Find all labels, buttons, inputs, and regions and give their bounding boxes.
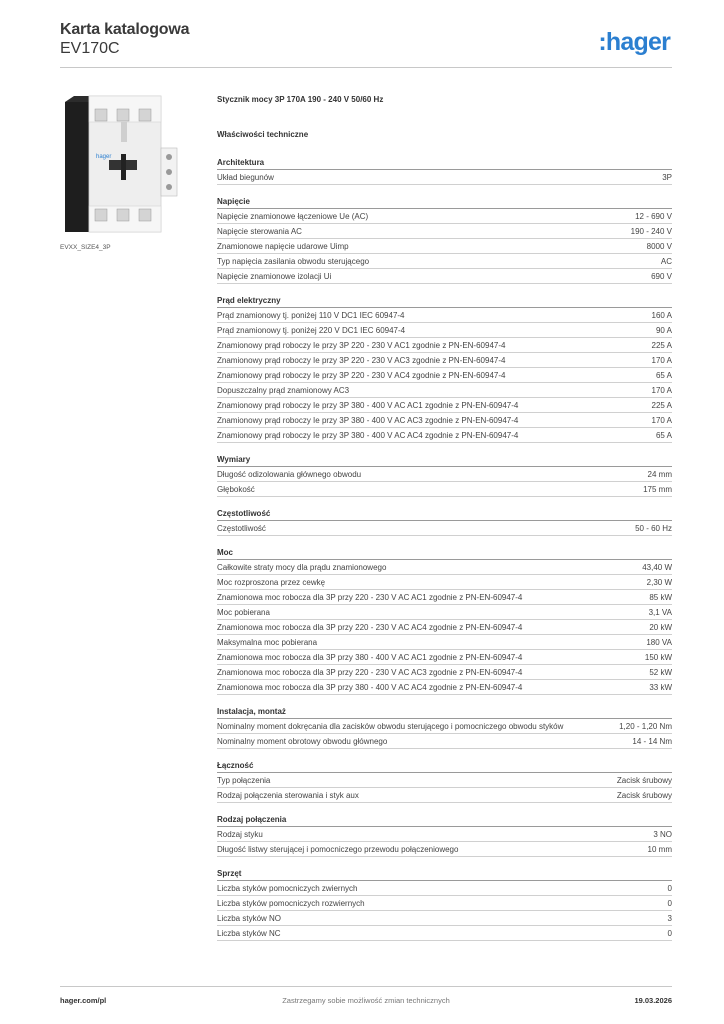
property-row [217, 680, 672, 695]
property-label: Nominalny moment dokręcania dla zacisków obwodu sterującego i pomocniczego obwodu styków [217, 721, 564, 731]
property-group [217, 507, 672, 536]
property-label: Długość listwy sterującej i pomocniczego przewodu połączeniowego [217, 844, 459, 854]
property-row [217, 926, 672, 941]
property-value: Zacisk śrubowy [616, 775, 672, 785]
property-value: 180 VA [646, 637, 672, 647]
hager-logo: :hager [598, 28, 670, 56]
property-label: Znamionowy prąd roboczy Ie przy 3P 380 - 400 V AC AC4 zgodnie z PN-EN-60947-4 [217, 430, 519, 440]
property-value: 225 A [651, 400, 672, 410]
property-label: Znamionowa moc robocza dla 3P przy 380 - 400 V AC AC4 zgodnie z PN-EN-60947-4 [217, 682, 523, 692]
property-label: Znamionowa moc robocza dla 3P przy 220 - 230 V AC AC3 zgodnie z PN-EN-60947-4 [217, 667, 523, 677]
property-value: 0 [667, 883, 672, 893]
property-value: 3P [662, 172, 672, 182]
property-group [217, 759, 672, 803]
footer-divider [60, 986, 672, 987]
property-label: Znamionowy prąd roboczy Ie przy 3P 380 - 400 V AC AC1 zgodnie z PN-EN-60947-4 [217, 400, 519, 410]
property-label: Typ napięcia zasilania obwodu sterującego [217, 256, 370, 266]
property-label: Częstotliwość [217, 523, 266, 533]
property-row [217, 467, 672, 482]
group-title: Wymiary [217, 453, 672, 467]
property-value: 0 [667, 928, 672, 938]
property-group [217, 195, 672, 284]
property-label: Długość odizolowania głównego obwodu [217, 469, 362, 479]
property-label: Prąd znamionowy tj. poniżej 110 V DC1 IEC 60947-4 [217, 310, 405, 320]
property-value: 170 A [651, 415, 672, 425]
property-row [217, 575, 672, 590]
footer-disclaimer: Zastrzegamy sobie możliwość zmian technicznych [282, 996, 450, 1005]
property-row [217, 620, 672, 635]
product-code: EV170C [60, 40, 120, 57]
technical-content [217, 95, 672, 941]
property-group [217, 546, 672, 695]
property-label: Napięcie znamionowe izolacji Ui [217, 271, 332, 281]
property-label: Znamionowe napięcie udarowe Uimp [217, 241, 349, 251]
footer-website-link[interactable]: hager.com/pl [60, 996, 107, 1005]
property-label: Całkowite straty mocy dla prądu znamionowego [217, 562, 387, 572]
property-groups [217, 156, 672, 941]
property-value: 90 A [655, 325, 672, 335]
property-label: Znamionowy prąd roboczy Ie przy 3P 380 - 400 V AC AC3 zgodnie z PN-EN-60947-4 [217, 415, 519, 425]
property-value: 1,20 - 1,20 Nm [619, 721, 672, 731]
group-title: Moc [217, 546, 672, 560]
property-value: 3 [667, 913, 672, 923]
property-row [217, 734, 672, 749]
property-value: 175 mm [643, 484, 672, 494]
property-label: Napięcie znamionowe łączeniowe Ue (AC) [217, 211, 369, 221]
property-label: Dopuszczalny prąd znamionowy AC3 [217, 385, 350, 395]
group-title: Instalacja, montaż [217, 705, 672, 719]
property-row [217, 482, 672, 497]
group-title: Architektura [217, 156, 672, 170]
property-value: AC [660, 256, 672, 266]
property-row [217, 323, 672, 338]
property-value: 150 kW [644, 652, 672, 662]
footer-date: 19.03.2026 [634, 996, 672, 1005]
group-title: Prąd elektryczny [217, 294, 672, 308]
properties-title: Właściwości techniczne [217, 130, 309, 139]
property-row [217, 842, 672, 857]
page-footer [60, 996, 672, 1008]
property-row [217, 308, 672, 323]
page-header [60, 20, 672, 66]
property-label: Nominalny moment obrotowy obwodu głównego [217, 736, 388, 746]
property-group [217, 813, 672, 857]
property-label: Moc rozproszona przez cewkę [217, 577, 326, 587]
property-value: Zacisk śrubowy [616, 790, 672, 800]
property-value: 8000 V [646, 241, 672, 251]
property-row [217, 269, 672, 284]
property-row [217, 590, 672, 605]
property-label: Liczba styków NC [217, 928, 281, 938]
property-group [217, 453, 672, 497]
property-value: 10 mm [647, 844, 672, 854]
property-row [217, 635, 672, 650]
property-row [217, 338, 672, 353]
property-label: Znamionowa moc robocza dla 3P przy 380 - 400 V AC AC1 zgodnie z PN-EN-60947-4 [217, 652, 523, 662]
property-row [217, 413, 672, 428]
property-label: Moc pobierana [217, 607, 270, 617]
property-row [217, 719, 672, 734]
property-value: 65 A [655, 370, 672, 380]
property-label: Rodzaj styku [217, 829, 263, 839]
property-label: Znamionowy prąd roboczy Ie przy 3P 220 - 230 V AC4 zgodnie z PN-EN-60947-4 [217, 370, 506, 380]
property-row [217, 773, 672, 788]
property-label: Liczba styków NO [217, 913, 282, 923]
property-row [217, 911, 672, 926]
property-row [217, 254, 672, 269]
property-group [217, 294, 672, 443]
header-divider [60, 67, 672, 68]
property-row [217, 560, 672, 575]
property-row [217, 170, 672, 185]
property-label: Prąd znamionowy tj. poniżej 220 V DC1 IEC 60947-4 [217, 325, 406, 335]
group-title: Częstotliwość [217, 507, 672, 521]
property-row [217, 521, 672, 536]
group-title: Sprzęt [217, 867, 672, 881]
property-label: Liczba styków pomocniczych zwiernych [217, 883, 358, 893]
group-title: Napięcie [217, 195, 672, 209]
property-value: 14 - 14 Nm [632, 736, 672, 746]
group-title: Łączność [217, 759, 672, 773]
property-value: 3 NO [653, 829, 672, 839]
property-value: 12 - 690 V [635, 211, 672, 221]
property-row [217, 788, 672, 803]
property-value: 2,30 W [646, 577, 672, 587]
property-row [217, 665, 672, 680]
property-row [217, 368, 672, 383]
property-value: 33 kW [649, 682, 672, 692]
property-label: Liczba styków pomocniczych rozwiernych [217, 898, 365, 908]
property-row [217, 239, 672, 254]
property-value: 65 A [655, 430, 672, 440]
property-row [217, 605, 672, 620]
property-label: Maksymalna moc pobierana [217, 637, 318, 647]
property-value: 20 kW [649, 622, 672, 632]
property-row [217, 881, 672, 896]
property-value: 43,40 W [642, 562, 672, 572]
property-row [217, 896, 672, 911]
property-group [217, 867, 672, 941]
property-row [217, 209, 672, 224]
property-value: 85 kW [649, 592, 672, 602]
property-value: 190 - 240 V [630, 226, 672, 236]
property-value: 24 mm [647, 469, 672, 479]
property-row [217, 398, 672, 413]
property-row [217, 650, 672, 665]
image-caption: EVXX_SIZE4_3P [60, 244, 111, 251]
property-label: Układ biegunów [217, 172, 274, 182]
property-label: Głębokość [217, 484, 255, 494]
property-value: 225 A [651, 340, 672, 350]
property-label: Znamionowa moc robocza dla 3P przy 220 - 230 V AC AC4 zgodnie z PN-EN-60947-4 [217, 622, 523, 632]
property-row [217, 428, 672, 443]
property-label: Napięcie sterowania AC [217, 226, 302, 236]
property-row [217, 827, 672, 842]
contactor-product-photo-icon [60, 94, 190, 239]
property-label: Znamionowy prąd roboczy Ie przy 3P 220 - 230 V AC1 zgodnie z PN-EN-60947-4 [217, 340, 506, 350]
property-label: Znamionowa moc robocza dla 3P przy 220 - 230 V AC AC1 zgodnie z PN-EN-60947-4 [217, 592, 523, 602]
property-group [217, 156, 672, 185]
property-label: Rodzaj połączenia sterowania i styk aux [217, 790, 359, 800]
property-label: Znamionowy prąd roboczy Ie przy 3P 220 - 230 V AC3 zgodnie z PN-EN-60947-4 [217, 355, 506, 365]
property-value: 170 A [651, 355, 672, 365]
property-value: 690 V [651, 271, 672, 281]
group-title: Rodzaj połączenia [217, 813, 672, 827]
property-value: 170 A [651, 385, 672, 395]
property-value: 0 [667, 898, 672, 908]
document-title: Karta katalogowa [60, 21, 190, 38]
property-group [217, 705, 672, 749]
property-value: 160 A [651, 310, 672, 320]
property-label: Typ połączenia [217, 775, 271, 785]
property-row [217, 353, 672, 368]
property-value: 3,1 VA [648, 607, 672, 617]
property-row [217, 383, 672, 398]
property-value: 52 kW [649, 667, 672, 677]
svg-text:hager: hager [96, 154, 112, 160]
property-row [217, 224, 672, 239]
property-value: 50 - 60 Hz [635, 523, 672, 533]
product-name: Stycznik mocy 3P 170A 190 - 240 V 50/60 Hz [217, 95, 384, 104]
